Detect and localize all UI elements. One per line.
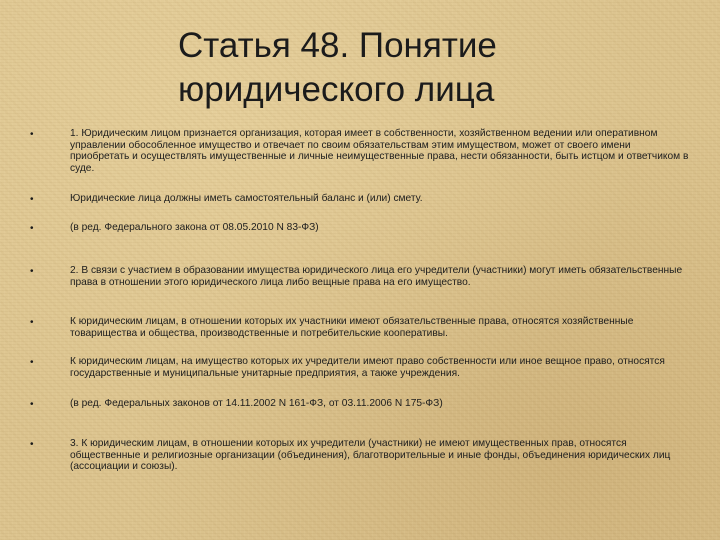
bullet-icon: • xyxy=(30,317,34,328)
bullet-icon: • xyxy=(30,266,34,277)
bullet-icon: • xyxy=(30,439,34,450)
bullet-icon: • xyxy=(30,129,34,140)
slide-title xyxy=(178,24,598,112)
bullet-icon: • xyxy=(30,223,34,234)
list-item-text: К юридическим лицам, на имущество которых их учредители имеют право собственности или иное вещное право, относятся государственные и муниципальные унитарные предприятия, а также учреждения. xyxy=(70,356,665,379)
title-line-2: юридического лица xyxy=(178,70,495,109)
bullet-icon: • xyxy=(30,194,34,205)
list-item-text: 2. В связи с участием в образовании имущества юридического лица его учредители (участники) могут иметь обязательственные права в отношении этого юридического лица либо вещные права на его имущество. xyxy=(70,265,683,288)
list-item-text: (в ред. Федеральных законов от 14.11.2002 N 161-ФЗ, от 03.11.2006 N 175-ФЗ) xyxy=(70,398,443,409)
list-item-text: (в ред. Федерального закона от 08.05.2010 N 83-ФЗ) xyxy=(70,222,319,233)
list-item-text: 1. Юридическим лицом признается организация, которая имеет в собственности, хозяйственном ведении или оперативном управлении обособленное имущество и отвечает по своим обязательствам этим имуществом, может от своего имени приобретать и осуществлять имущественные и личные неимущественные права, нести обязанности, быть истцом и ответчиком в суде. xyxy=(70,128,689,174)
bullet-icon: • xyxy=(30,399,34,410)
list-item-text: Юридические лица должны иметь самостоятельный баланс и (или) смету. xyxy=(70,193,423,204)
list-item-text: К юридическим лицам, в отношении которых их участники имеют обязательственные права, относятся хозяйственные товарищества и общества, производственные и потребительские кооперативы. xyxy=(70,316,634,339)
list-item-text: 3. К юридическим лицам, в отношении которых их учредители (участники) не имеют имущественных прав, относятся общественные и религиозные организации (объединения), благотворительные и иные фонды, объединения юридических лиц (ассоциации и союзы). xyxy=(70,438,671,472)
bullet-icon: • xyxy=(30,357,34,368)
title-line-1: Статья 48. Понятие xyxy=(178,26,497,65)
